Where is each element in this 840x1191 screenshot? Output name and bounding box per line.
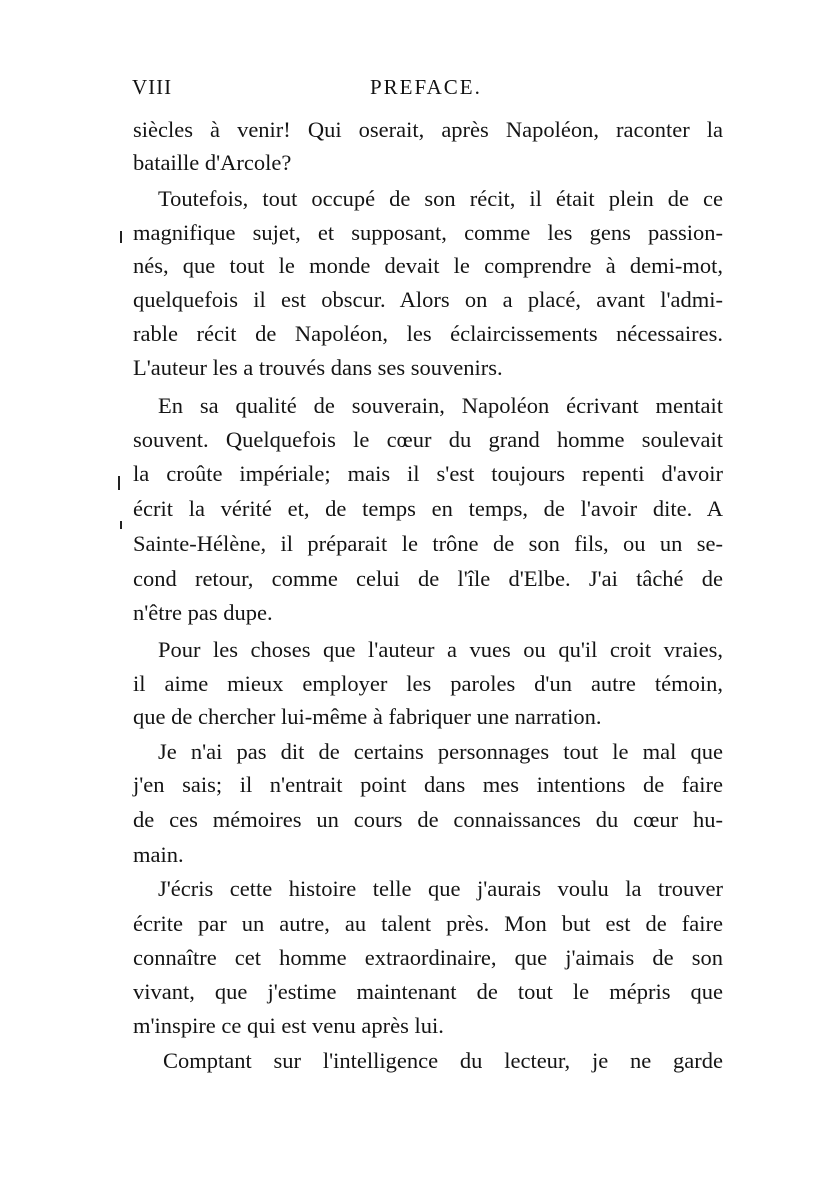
text-line: la croûte impériale; mais il s'est toujours repenti d'avoir [133,461,723,486]
text-line: L'auteur les a trouvés dans ses souvenirs. [133,355,503,380]
text-line: nés, que tout le monde devait le comprendre à demi-mot, [133,253,723,278]
text-line: rable récit de Napoléon, les éclaircissements nécessaires. [133,321,723,346]
text-line: siècles à venir! Qui oserait, après Napoléon, raconter la [133,117,723,142]
margin-mark [118,476,120,490]
text-line: Je n'ai pas dit de certains personnages tout le mal que [158,739,723,764]
text-line: connaître cet homme extraordinaire, que j'aimais de son [133,945,723,970]
page-number: VIII [132,75,173,99]
text-line: cond retour, comme celui de l'île d'Elbe. J'ai tâché de [133,566,723,591]
text-line: écrite par un autre, au talent près. Mon but est de faire [133,911,723,936]
text-line: de ces mémoires un cours de connaissances du cœur hu- [133,807,723,832]
text-line: écrit la vérité et, de temps en temps, de l'avoir dite. A [133,496,723,521]
text-line: Sainte-Hélène, il préparait le trône de son fils, ou un se- [133,531,723,556]
text-line: magnifique sujet, et supposant, comme les gens passion- [133,220,723,245]
margin-mark [120,521,122,529]
text-line: vivant, que j'estime maintenant de tout le mépris que [133,979,723,1004]
text-line: il aime mieux employer les paroles d'un autre témoin, [133,671,723,696]
margin-mark [120,231,122,243]
text-line: J'écris cette histoire telle que j'aurais voulu la trouver [158,876,723,901]
text-line: n'être pas dupe. [133,600,273,625]
running-head [132,75,722,105]
text-line: souvent. Quelquefois le cœur du grand homme soulevait [133,427,723,452]
text-line: main. [133,842,184,867]
text-line: Comptant sur l'intelligence du lecteur, je ne garde [163,1048,723,1073]
text-line: Toutefois, tout occupé de son récit, il était plein de ce [158,186,723,211]
text-line: bataille d'Arcole? [133,150,292,175]
text-line: que de chercher lui-même à fabriquer une narration. [133,704,602,729]
text-line: j'en sais; il n'entrait point dans mes intentions de faire [133,772,723,797]
text-line: Pour les choses que l'auteur a vues ou qu'il croit vraies, [158,637,723,662]
text-line: quelquefois il est obscur. Alors on a placé, avant l'admi- [133,287,723,312]
running-title: PREFACE. [370,75,482,99]
text-line: En sa qualité de souverain, Napoléon écrivant mentait [158,393,723,418]
text-line: m'inspire ce qui est venu après lui. [133,1013,444,1038]
